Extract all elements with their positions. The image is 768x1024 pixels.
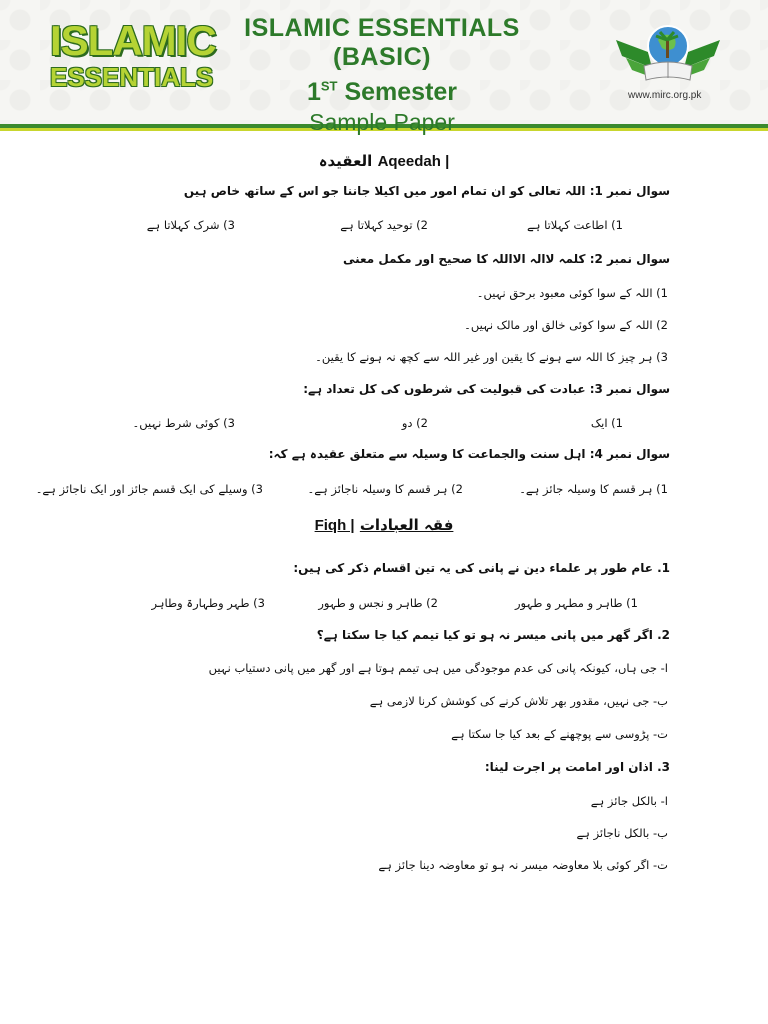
page-subtitle: Sample Paper <box>309 109 455 135</box>
aqeedah-q2-option-1: 1) اللہ کے سوا کوئی معبود برحق نہیں۔ <box>476 286 668 300</box>
aqeedah-q3-option-1: 1) ایک <box>590 416 623 430</box>
fiqh-q2-option-1: ا- جی ہاں، کیونکہ پانی کی عدم موجودگی میں ہی تیمم ہوتا ہے اور گھر میں پانی دستیاب نہیں <box>208 661 668 675</box>
aqeedah-q2-option-2: 2) اللہ کے سوا کوئی خالق اور مالک نہیں۔ <box>464 318 668 332</box>
logo-line2: ESSENTIALS <box>50 62 214 92</box>
aqeedah-q4-option-3: 3) وسیلے کی ایک قسم جائز اور ایک ناجائز ہے۔ <box>35 482 263 496</box>
fiqh-q1: 1. عام طور پر علماء دین نے پانی کی یہ تین اقسام ذکر کی ہیں: <box>293 561 670 575</box>
fiqh-q2-option-2: ب- جی نہیں، مقدور بھر تلاش کرنے کی کوشش کرنا لازمی ہے <box>369 694 668 708</box>
fiqh-q1-option-1: 1) طاہر و مطہر و طہور <box>514 596 638 610</box>
aqeedah-q1-option-3: 3) شرک کہلاتا ہے <box>146 218 235 232</box>
page-title: ISLAMIC ESSENTIALS (BASIC) <box>244 14 520 71</box>
aqeedah-q2-option-3: 3) ہر چیز کا اللہ سے ہونے کا یقین اور غیر اللہ سے کچھ نہ ہونے کا یقین۔ <box>315 350 668 364</box>
fiqh-q3-option-3: ت- اگر کوئی بلا معاوضہ میسر نہ ہو تو معاوضہ دینا جائز ہے <box>378 858 668 872</box>
aqeedah-q1: سوال نمبر 1: اللہ تعالی کو ان تمام امور میں اکیلا جاننا جو اس کے ساتھ خاص ہیں <box>183 184 670 198</box>
header-title-block <box>212 14 552 136</box>
fiqh-q2: 2. اگر گھر میں پانی میسر نہ ہو تو کیا تیمم کیا جا سکتا ہے؟ <box>316 628 670 642</box>
fiqh-q1-option-2: 2) طاہر و نجس و طہور <box>318 596 438 610</box>
aqeedah-q3-option-2: 2) دو <box>401 416 428 430</box>
aqeedah-q4: سوال نمبر 4: اہل سنت والجماعت کا وسیلہ سے متعلق عقیدہ ہے کہ: <box>268 447 670 461</box>
fiqh-q3: 3. اذان اور امامت پر اجرت لینا: <box>484 760 670 774</box>
semester-label: 1ST Semester <box>306 78 458 106</box>
aqeedah-q3-option-3: 3) کوئی شرط نہیں۔ <box>132 416 235 430</box>
aqeedah-q1-option-2: 2) توحید کہلاتا ہے <box>340 218 428 232</box>
fiqh-heading: Fiqh | فقہ العبادات <box>314 516 454 534</box>
fiqh-q2-option-3: ت- پڑوسی سے پوچھنے کے بعد کیا جا سکتا ہے <box>451 727 668 741</box>
fiqh-q3-option-2: ب- بالکل ناجائز ہے <box>576 826 668 840</box>
logo-line1: ISLAMIC <box>50 17 216 64</box>
fiqh-q1-option-3: 3) طہر وطہارۃ وطاہر <box>151 596 265 610</box>
aqeedah-q3: سوال نمبر 3: عبادت کی قبولیت کی شرطوں کی کل تعداد ہے: <box>303 382 670 396</box>
fiqh-q3-option-1: ا- بالکل جائز ہے <box>590 794 668 808</box>
aqeedah-q4-option-1: 1) ہر قسم کا وسیلہ جائز ہے۔ <box>519 482 668 496</box>
website-url: www.mirc.org.pk <box>628 90 702 101</box>
aqeedah-heading: العقیدہ Aqeedah | <box>318 152 450 170</box>
aqeedah-q2: سوال نمبر 2: کلمہ لاالہ الااللہ کا صحیح اور مکمل معنی <box>342 252 670 266</box>
aqeedah-q1-option-1: 1) اطاعت کہلاتا ہے <box>526 218 623 232</box>
islamic-essentials-logo <box>50 17 216 98</box>
aqeedah-q4-option-2: 2) ہر قسم کا وسیلہ ناجائز ہے۔ <box>307 482 463 496</box>
